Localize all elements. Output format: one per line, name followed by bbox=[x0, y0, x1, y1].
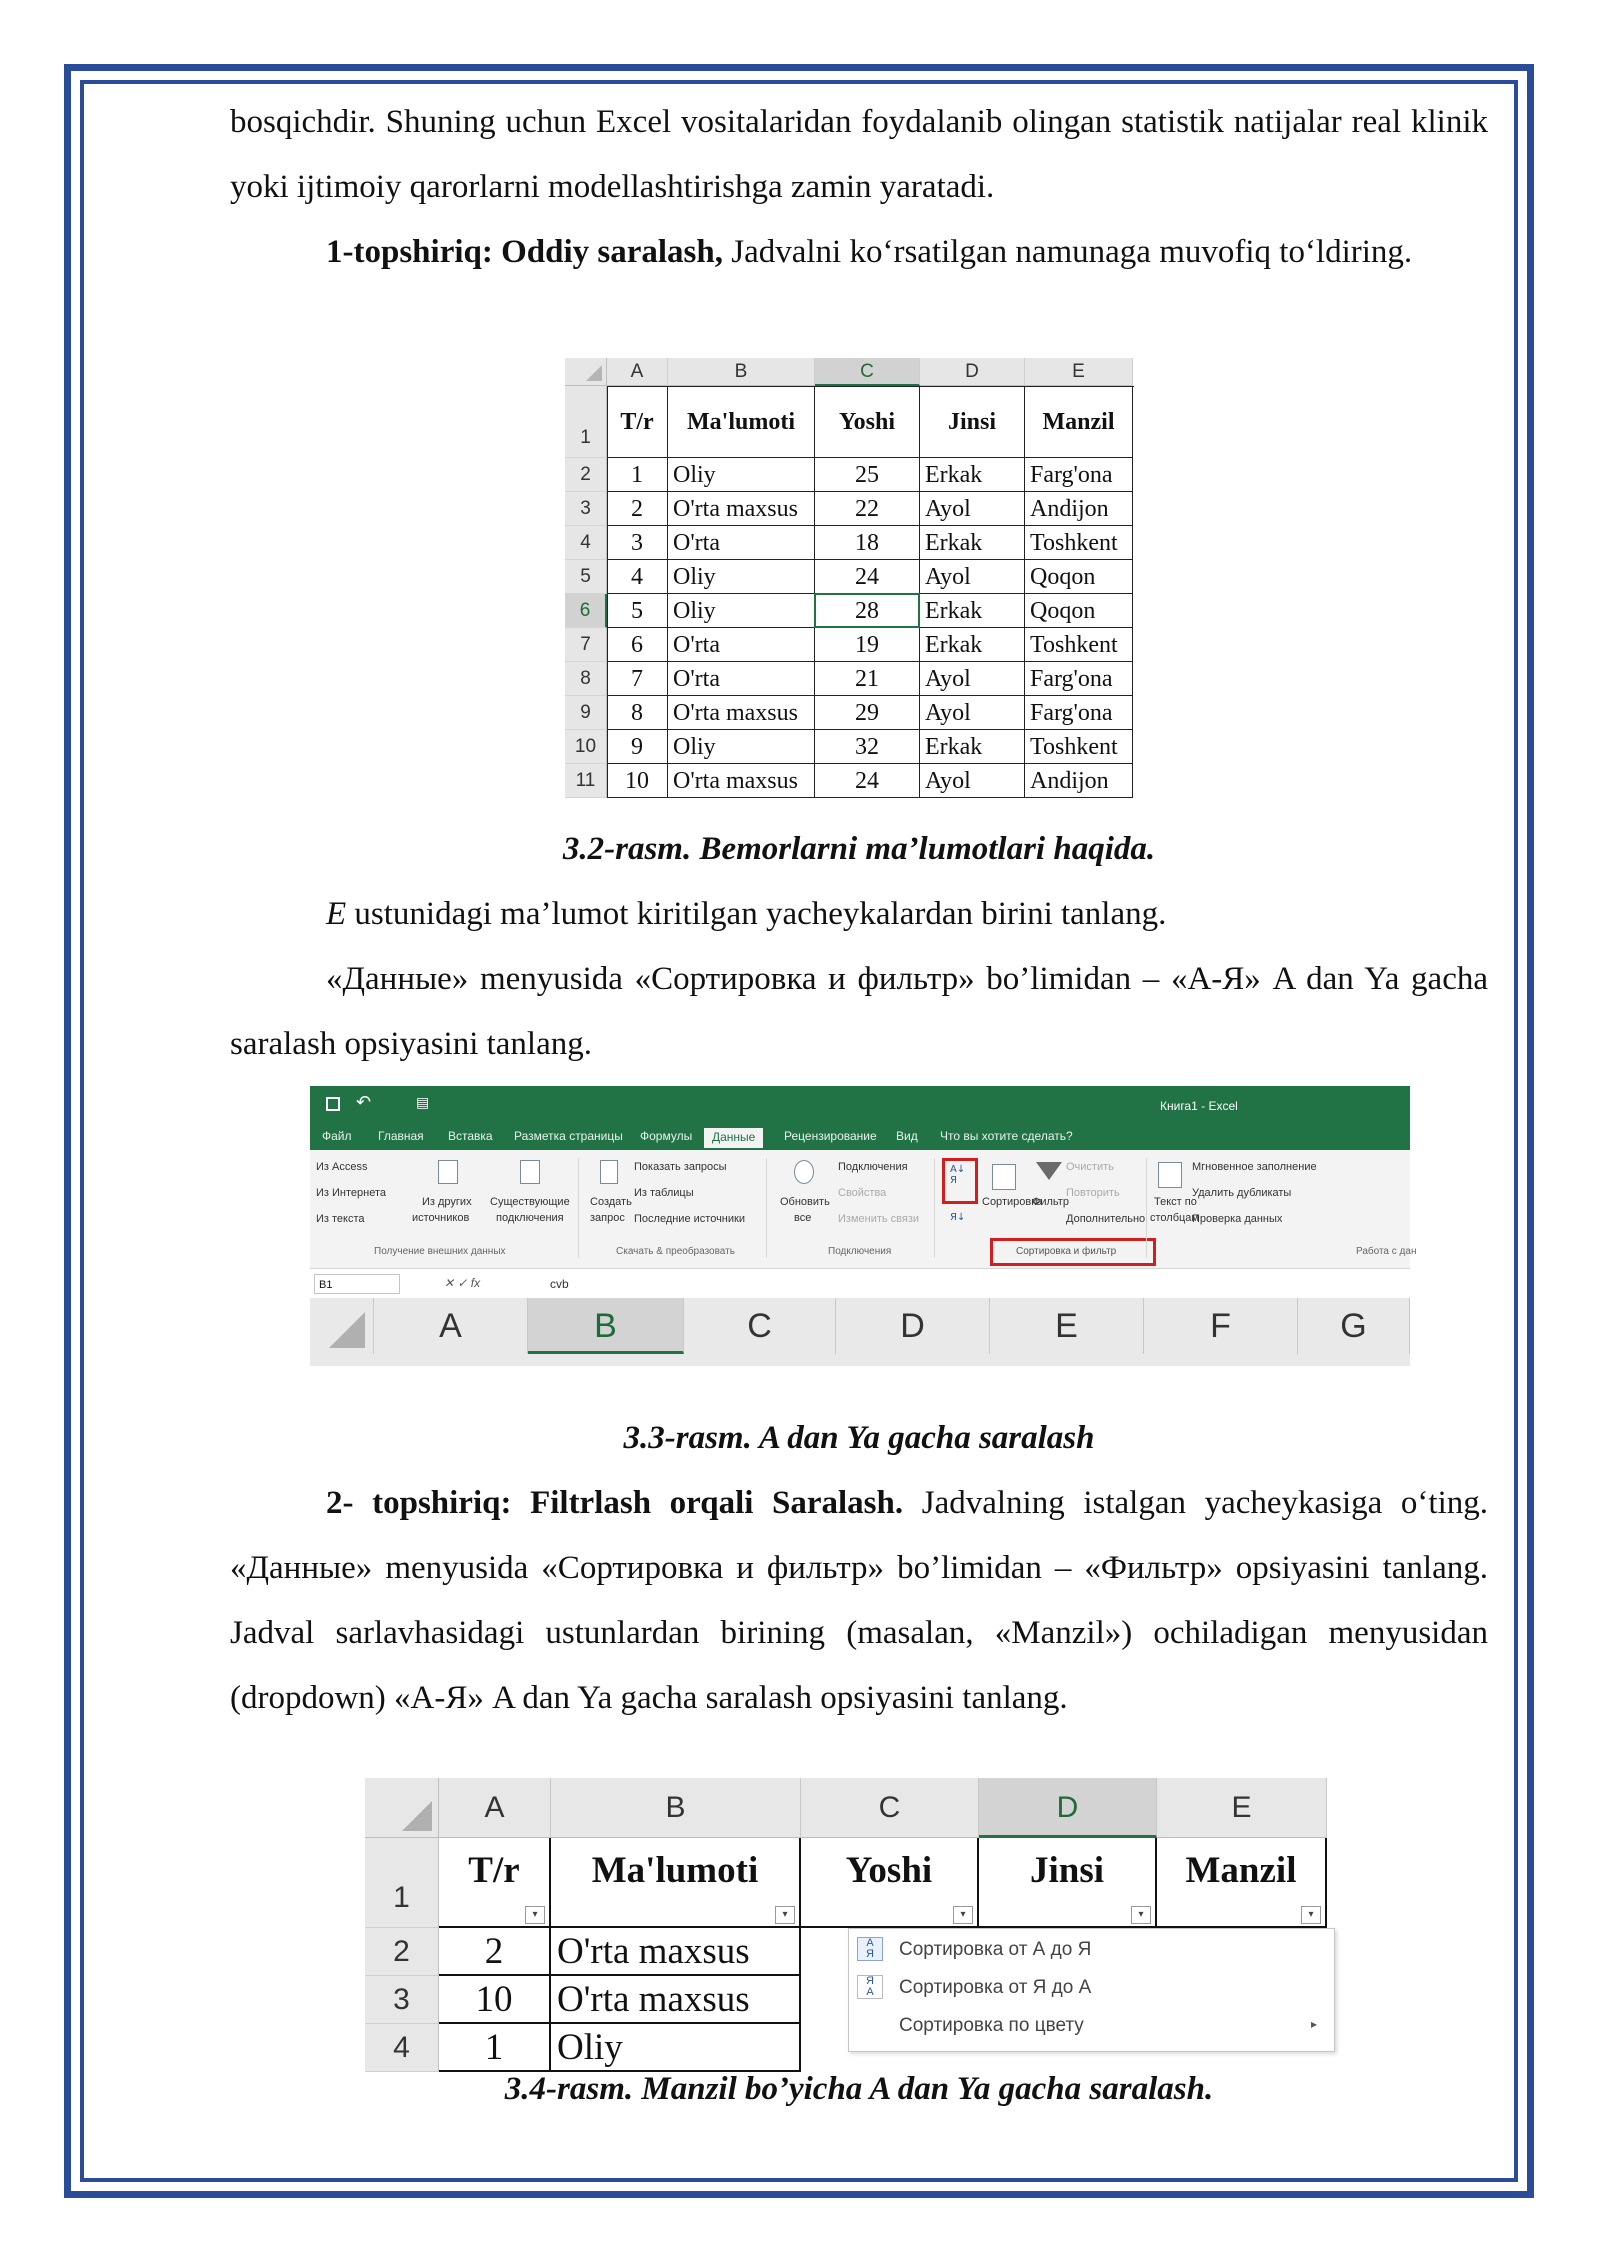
task1-text: Jadvalni ko‘rsatilgan namunaga muvofiq to‘ldiring. bbox=[723, 234, 1413, 270]
btn-reapply[interactable]: Повторить bbox=[1066, 1187, 1120, 1199]
column-header[interactable]: D bbox=[836, 1298, 990, 1354]
group-external-data: Получение внешних данных bbox=[374, 1246, 506, 1257]
ribbon-separator bbox=[1146, 1158, 1147, 1258]
table-cell[interactable]: 10 bbox=[607, 764, 668, 798]
table-cell[interactable]: Andijon bbox=[1025, 764, 1133, 798]
tab-data[interactable]: Данные bbox=[704, 1128, 763, 1148]
table-cell[interactable]: Qoqon bbox=[1025, 560, 1133, 594]
column-header[interactable]: C bbox=[801, 1778, 979, 1838]
btn-from-web[interactable]: Из Интернета bbox=[316, 1187, 386, 1199]
caption-figure-3-4: 3.4-rasm. Manzil bo’yicha A dan Ya gacha saralash. bbox=[504, 2071, 1214, 2107]
column-header[interactable]: G bbox=[1298, 1298, 1410, 1354]
other-sources-icon bbox=[438, 1160, 458, 1184]
table-cell[interactable]: 6 bbox=[607, 628, 668, 662]
btn-other-sources[interactable]: Из других bbox=[422, 1196, 472, 1208]
table-cell[interactable]: 24 bbox=[815, 764, 920, 798]
group-connections: Подключения bbox=[828, 1246, 892, 1257]
btn-from-access[interactable]: Из Access bbox=[316, 1161, 368, 1173]
table-header-cell[interactable]: Yoshi bbox=[815, 386, 920, 458]
btn-show-queries[interactable]: Показать запросы bbox=[634, 1161, 727, 1173]
tab-home[interactable]: Главная bbox=[378, 1129, 424, 1143]
text-middle bbox=[230, 817, 1488, 1077]
column-header[interactable]: C bbox=[815, 358, 920, 386]
table-cell[interactable]: 9 bbox=[607, 730, 668, 764]
table-cell[interactable]: O'rta maxsus bbox=[551, 1928, 801, 1976]
btn-text-to-columns[interactable]: Текст по bbox=[1154, 1196, 1197, 1208]
table-cell[interactable]: Ayol bbox=[920, 492, 1025, 526]
menu-sort-a-z[interactable]: Сортировка от А до Я bbox=[899, 1939, 1092, 1960]
filter-dropdown-button[interactable]: ▾ bbox=[1301, 1906, 1321, 1924]
table-cell[interactable]: Erkak bbox=[920, 730, 1025, 764]
formula-bar bbox=[310, 1268, 1410, 1300]
table-cell[interactable]: 4 bbox=[607, 560, 668, 594]
btn-text-to-columns-line2[interactable]: столбцам bbox=[1150, 1212, 1199, 1224]
formula-input[interactable]: cvb bbox=[550, 1277, 569, 1291]
row-header[interactable]: 9 bbox=[565, 696, 607, 730]
table-cell[interactable]: O'rta bbox=[668, 662, 815, 696]
column-header[interactable]: B bbox=[528, 1298, 684, 1354]
row-header[interactable]: 7 bbox=[565, 628, 607, 662]
ribbon-separator bbox=[578, 1158, 579, 1258]
paragraph-intro: bosqichdir. Shuning uchun Excel vositalaridan foydalanib olingan statistik natijalar real klinik yoki ijtimoiy qarorlarni modellashtirishga zamin yaratadi. bbox=[230, 104, 1488, 205]
column-header[interactable]: E bbox=[1025, 358, 1133, 386]
row-header[interactable]: 10 bbox=[565, 730, 607, 764]
group-sort-filter: Сортировка и фильтр bbox=[1016, 1246, 1117, 1257]
row-header[interactable]: 1 bbox=[365, 1838, 439, 1928]
btn-new-query-line2[interactable]: запрос bbox=[590, 1212, 625, 1224]
task2-label: 2- topshiriq: Filtrlash orqali Saralash. bbox=[326, 1485, 904, 1521]
table-header-cell[interactable]: Ma'lumoti bbox=[668, 386, 815, 458]
table-cell[interactable]: 22 bbox=[815, 492, 920, 526]
sort-a-z-icon: А Я bbox=[857, 1937, 883, 1961]
table-cell[interactable]: Andijon bbox=[1025, 492, 1133, 526]
table-cell[interactable]: 5 bbox=[607, 594, 668, 628]
btn-flash-fill[interactable]: Мгновенное заполнение bbox=[1192, 1161, 1317, 1173]
filter-icon[interactable] bbox=[1036, 1162, 1062, 1180]
table-cell[interactable]: 25 bbox=[815, 458, 920, 492]
btn-existing-connections-line2[interactable]: подключения bbox=[496, 1212, 564, 1224]
btn-clear[interactable]: Очистить bbox=[1066, 1161, 1114, 1173]
table-cell[interactable]: 32 bbox=[815, 730, 920, 764]
table-cell[interactable]: Ayol bbox=[920, 696, 1025, 730]
table-cell[interactable]: Toshkent bbox=[1025, 526, 1133, 560]
tab-insert[interactable]: Вставка bbox=[448, 1129, 493, 1143]
btn-filter[interactable]: Фильтр bbox=[1032, 1196, 1069, 1208]
refresh-icon bbox=[794, 1160, 814, 1184]
btn-from-text[interactable]: Из текста bbox=[316, 1213, 365, 1225]
task2-text: Jadvalning istalgan yacheykasiga o‘ting. «Данные» menyusida «Сортировка и фильтр» bo’limidan – «Фильтр» opsiyasini tanlang. Jadval sarlavhasidagi ustunlardan birining (masalan, «Manzil») ochiladigan menyusidan (dropdown) «А-Я» A dan Ya gacha saralash opsiyasini tanlang. bbox=[230, 1485, 1489, 1716]
table-cell[interactable]: 8 bbox=[607, 696, 668, 730]
row-header[interactable]: 4 bbox=[565, 526, 607, 560]
tell-me-box[interactable]: Что вы хотите сделать? bbox=[940, 1129, 1073, 1143]
figure-excel-ribbon bbox=[310, 1086, 1417, 1366]
paragraph-select-cell bbox=[230, 882, 1488, 947]
table-cell[interactable]: 24 bbox=[815, 560, 920, 594]
table-cell[interactable]: 1 bbox=[607, 458, 668, 492]
menu-sort-z-a[interactable]: Сортировка от Я до А bbox=[899, 1977, 1092, 1998]
row-header[interactable]: 6 bbox=[565, 594, 607, 628]
submenu-arrow-icon: ▸ bbox=[1311, 2017, 1318, 2031]
excel-title-bar bbox=[310, 1086, 1410, 1126]
column-header[interactable]: B bbox=[668, 358, 815, 386]
table-cell[interactable]: 29 bbox=[815, 696, 920, 730]
btn-sort[interactable]: Сортировка bbox=[982, 1196, 1043, 1208]
table-cell[interactable]: Toshkent bbox=[1025, 730, 1133, 764]
table-cell[interactable]: O'rta bbox=[668, 628, 815, 662]
table-header-cell[interactable]: Yoshi bbox=[801, 1838, 979, 1928]
btn-connections[interactable]: Подключения bbox=[838, 1161, 908, 1173]
text-to-columns-icon bbox=[1158, 1162, 1182, 1188]
table-cell[interactable]: Oliy bbox=[668, 594, 815, 628]
sort-dialog-icon bbox=[992, 1164, 1016, 1190]
filter-dropdown-button[interactable]: ▾ bbox=[1131, 1906, 1151, 1924]
filter-dropdown-button[interactable]: ▾ bbox=[953, 1906, 973, 1924]
table-cell[interactable]: 21 bbox=[815, 662, 920, 696]
row-header[interactable]: 8 bbox=[565, 662, 607, 696]
column-header[interactable]: E bbox=[990, 1298, 1144, 1354]
caption-figure-3-3: 3.3-rasm. A dan Ya gacha saralash bbox=[623, 1420, 1095, 1456]
select-cell-text: ustunidagi ma’lumot kiritilgan yacheykalardan birini tanlang. bbox=[346, 896, 1167, 932]
row-header[interactable]: 1 bbox=[565, 386, 607, 458]
btn-edit-links[interactable]: Изменить связи bbox=[838, 1213, 920, 1225]
table-header-cell[interactable]: T/r bbox=[439, 1838, 551, 1928]
table-cell[interactable]: O'rta maxsus bbox=[668, 492, 815, 526]
tab-view[interactable]: Вид bbox=[896, 1129, 918, 1143]
btn-advanced[interactable]: Дополнительно bbox=[1066, 1213, 1146, 1225]
table-cell[interactable]: Farg'ona bbox=[1025, 696, 1133, 730]
group-get-transform: Скачать & преобразовать bbox=[616, 1246, 735, 1257]
undo-icon[interactable]: ↶ bbox=[356, 1092, 372, 1112]
table-cell[interactable]: Erkak bbox=[920, 526, 1025, 560]
filter-dropdown-button[interactable]: ▾ bbox=[525, 1906, 545, 1924]
ribbon-tabs bbox=[310, 1126, 1410, 1150]
table-cell[interactable]: 2 bbox=[607, 492, 668, 526]
table-header-cell[interactable]: Jinsi bbox=[979, 1838, 1157, 1928]
fx-icon: ✕ ✓ fx bbox=[444, 1276, 481, 1290]
table-cell[interactable]: 10 bbox=[439, 1976, 551, 2024]
btn-other-sources-line2[interactable]: источников bbox=[412, 1212, 470, 1224]
sort-a-z-icon[interactable]: А↓ Я bbox=[950, 1164, 966, 1186]
column-header[interactable]: A bbox=[607, 358, 668, 386]
ribbon-separator bbox=[766, 1158, 767, 1258]
paragraph-sort-instruction: «Данные» menyusida «Сортировка и фильтр» bo’limidan – «А-Я» A dan Ya gacha saralash opsiyasini tanlang. bbox=[230, 961, 1488, 1062]
column-header[interactable]: B bbox=[551, 1778, 801, 1838]
select-all-corner[interactable] bbox=[365, 1778, 439, 1838]
table-cell[interactable]: Ayol bbox=[920, 560, 1025, 594]
btn-properties[interactable]: Свойства bbox=[838, 1187, 887, 1199]
column-header-row bbox=[310, 1298, 1410, 1366]
column-header[interactable]: C bbox=[684, 1298, 836, 1354]
column-header[interactable]: E bbox=[1157, 1778, 1327, 1838]
row-header[interactable]: 2 bbox=[365, 1928, 439, 1976]
paragraph-task1 bbox=[230, 220, 1488, 285]
filter-dropdown-button[interactable]: ▾ bbox=[775, 1906, 795, 1924]
table-cell[interactable]: Oliy bbox=[551, 2024, 801, 2072]
table-header-cell[interactable]: Ma'lumoti bbox=[551, 1838, 801, 1928]
btn-refresh-all-line2[interactable]: все bbox=[794, 1212, 812, 1224]
table-cell[interactable]: Qoqon bbox=[1025, 594, 1133, 628]
table-cell[interactable]: O'rta bbox=[668, 526, 815, 560]
select-all-corner[interactable] bbox=[565, 358, 607, 386]
table-cell[interactable]: Erkak bbox=[920, 458, 1025, 492]
table-header-cell[interactable]: Jinsi bbox=[920, 386, 1025, 458]
btn-existing-connections[interactable]: Существующие bbox=[490, 1196, 570, 1208]
figure-patients-table bbox=[565, 358, 1155, 813]
btn-new-query[interactable]: Создать bbox=[590, 1196, 632, 1208]
table-cell[interactable]: O'rta maxsus bbox=[551, 1976, 801, 2024]
table-header-cell[interactable]: Manzil bbox=[1157, 1838, 1327, 1928]
btn-from-table[interactable]: Из таблицы bbox=[634, 1187, 694, 1199]
table-cell[interactable]: Ayol bbox=[920, 764, 1025, 798]
tab-file[interactable]: Файл bbox=[322, 1129, 352, 1143]
paragraph-task2 bbox=[230, 1471, 1488, 1731]
active-cell-outline bbox=[814, 593, 920, 628]
column-header[interactable]: A bbox=[439, 1778, 551, 1838]
ribbon-separator bbox=[934, 1158, 935, 1258]
table-cell[interactable]: Farg'ona bbox=[1025, 458, 1133, 492]
text-top bbox=[230, 90, 1488, 285]
caption-area bbox=[230, 2057, 1488, 2122]
text-bottom bbox=[230, 1406, 1488, 1731]
column-e-label: E bbox=[326, 896, 347, 932]
table-cell[interactable]: Oliy bbox=[668, 730, 815, 764]
column-header[interactable]: F bbox=[1144, 1298, 1298, 1354]
select-all-corner[interactable] bbox=[310, 1298, 374, 1354]
table-cell[interactable]: Ayol bbox=[920, 662, 1025, 696]
save-icon[interactable] bbox=[326, 1097, 340, 1111]
table-cell[interactable]: Toshkent bbox=[1025, 628, 1133, 662]
btn-data-validation[interactable]: Проверка данных bbox=[1192, 1213, 1283, 1225]
sort-z-a-icon: Я А bbox=[857, 1975, 883, 1999]
column-header[interactable]: D bbox=[920, 358, 1025, 386]
table-header-cell[interactable]: Manzil bbox=[1025, 386, 1133, 458]
table-cell[interactable]: O'rta maxsus bbox=[668, 764, 815, 798]
table-cell[interactable]: 28 bbox=[815, 594, 920, 628]
row-header[interactable]: 2 bbox=[565, 458, 607, 492]
table-cell[interactable]: 18 bbox=[815, 526, 920, 560]
table-cell[interactable]: Oliy bbox=[668, 458, 815, 492]
menu-sort-by-color[interactable]: Сортировка по цвету bbox=[899, 2015, 1084, 2036]
tab-formulas[interactable]: Формулы bbox=[640, 1129, 693, 1143]
group-data-tools: Работа с дан bbox=[1356, 1246, 1417, 1257]
existing-connections-icon bbox=[520, 1160, 540, 1184]
column-header[interactable]: A bbox=[374, 1298, 528, 1354]
figure-filter-dropdown bbox=[365, 1778, 1355, 2068]
window-title: Книга1 - Excel bbox=[1160, 1099, 1238, 1113]
tab-page-layout[interactable]: Разметка страницы bbox=[514, 1129, 623, 1143]
column-header[interactable]: D bbox=[979, 1778, 1157, 1838]
task1-label: 1-topshiriq: Oddiy saralash, bbox=[326, 234, 723, 270]
quick-access-icon[interactable]: ▤ bbox=[416, 1094, 430, 1110]
table-cell[interactable]: Farg'ona bbox=[1025, 662, 1133, 696]
caption-figure-3-2: 3.2-rasm. Bemorlarni ma’lumotlari haqida. bbox=[562, 831, 1156, 867]
row-header[interactable]: 11 bbox=[565, 764, 607, 798]
filter-dropdown-menu bbox=[848, 1928, 1335, 2052]
btn-recent-sources[interactable]: Последние источники bbox=[634, 1213, 745, 1225]
name-box[interactable]: B1 bbox=[314, 1274, 400, 1294]
sort-z-a-icon[interactable]: Я↓ bbox=[950, 1212, 966, 1223]
table-header-cell[interactable]: T/r bbox=[607, 386, 668, 458]
row-header[interactable]: 3 bbox=[565, 492, 607, 526]
table-cell[interactable]: Erkak bbox=[920, 628, 1025, 662]
tab-review[interactable]: Рецензирование bbox=[784, 1129, 877, 1143]
table-cell[interactable]: 1 bbox=[439, 2024, 551, 2072]
table-cell[interactable]: O'rta maxsus bbox=[668, 696, 815, 730]
btn-remove-duplicates[interactable]: Удалить дубликаты bbox=[1192, 1187, 1292, 1199]
row-header[interactable]: 4 bbox=[365, 2024, 439, 2072]
btn-refresh-all[interactable]: Обновить bbox=[780, 1196, 830, 1208]
new-query-icon bbox=[600, 1160, 618, 1184]
table-cell[interactable]: 2 bbox=[439, 1928, 551, 1976]
table-cell[interactable]: Erkak bbox=[920, 594, 1025, 628]
table-cell[interactable]: Oliy bbox=[668, 560, 815, 594]
table-cell[interactable]: 7 bbox=[607, 662, 668, 696]
row-header[interactable]: 3 bbox=[365, 1976, 439, 2024]
table-cell[interactable]: 3 bbox=[607, 526, 668, 560]
row-header[interactable]: 5 bbox=[565, 560, 607, 594]
table-cell[interactable]: 19 bbox=[815, 628, 920, 662]
